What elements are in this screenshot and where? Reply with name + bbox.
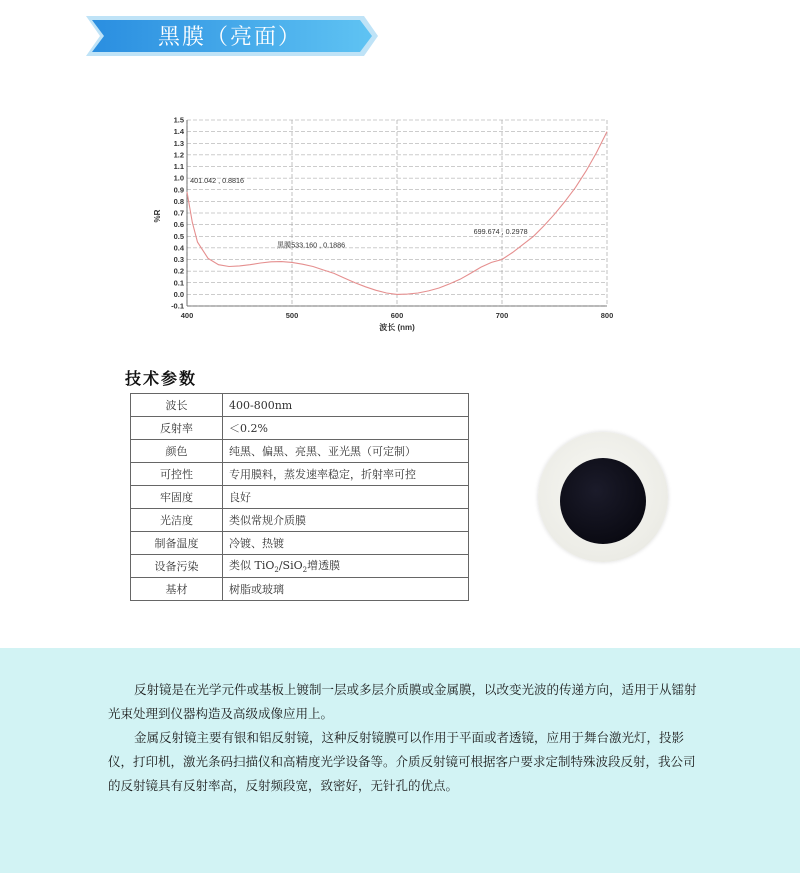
spec-value: ＜0.2% <box>223 417 469 440</box>
spec-key: 牢固度 <box>131 486 223 509</box>
spec-value: 纯黑、偏黑、亮黑、亚光黑（可定制） <box>223 440 469 463</box>
spec-value: 冷镀、热镀 <box>223 532 469 555</box>
table-row <box>131 578 469 601</box>
y-axis-label: %R <box>153 209 162 223</box>
spec-key: 颜色 <box>131 440 223 463</box>
table-row <box>131 555 469 578</box>
table-row <box>131 440 469 463</box>
spec-value-mid: /SiO <box>278 559 303 573</box>
chart-annotations <box>190 176 528 250</box>
x-tick-label: 600 <box>390 311 404 320</box>
spec-key: 制备温度 <box>131 532 223 555</box>
y-tick-label: 0.1 <box>173 278 184 288</box>
y-tick-label: 1.0 <box>173 173 184 183</box>
specs-title: 技术参数 <box>125 369 198 388</box>
spec-value-suffix: 增透膜 <box>307 559 341 573</box>
spec-key: 反射率 <box>131 417 223 440</box>
subscript: 2 <box>302 566 308 575</box>
description-paragraph <box>108 726 700 798</box>
annotation-label: 699.674 , 0.2978 <box>473 226 528 236</box>
y-tick-label: 0.2 <box>173 266 184 276</box>
y-tick-label: 0.7 <box>173 208 184 218</box>
spec-key: 光洁度 <box>131 509 223 532</box>
black-coated-disc <box>560 458 646 544</box>
table-row <box>131 509 469 532</box>
y-tick-label: 0.9 <box>173 185 184 195</box>
x-axis-label: 波长 (nm) <box>379 323 415 332</box>
sample-photo <box>538 432 668 562</box>
x-tick-label: 500 <box>285 311 299 320</box>
y-tick-label: 0.5 <box>173 231 184 241</box>
spec-key: 基材 <box>131 578 223 601</box>
table-row <box>131 394 469 417</box>
y-tick-label: -0.1 <box>171 301 184 311</box>
spec-value <box>223 555 469 578</box>
spec-value-prefix: 类似 TiO <box>229 559 275 573</box>
spec-key: 可控性 <box>131 463 223 486</box>
table-row <box>131 532 469 555</box>
table-row <box>131 463 469 486</box>
spec-key: 波长 <box>131 394 223 417</box>
paragraph-text: 反射镜是在光学元件或基板上镀制一层或多层介质膜或金属膜，以改变光波的传递方向，适用于从镭射光束处理到仪器构造及高级成像应用上。 <box>108 682 697 721</box>
y-tick-label: 0.4 <box>173 243 184 253</box>
annotation-label: 黑膜533.160 , 0.1886 <box>276 240 346 250</box>
paragraph-text: 金属反射镜主要有银和铝反射镜，这种反射镜膜可以作用于平面或者透镜，应用于舞台激光灯，投影仪，打印机，激光条码扫描仪和高精度光学设备等。介质反射镜可根据客户要求定制特殊波段反射，我公司的反射镜具有反射率高，反射频段宽，致密好，无针孔的优点。 <box>108 730 696 793</box>
y-tick-label: 1.2 <box>173 150 184 160</box>
y-tick-label: 0.3 <box>173 255 184 264</box>
page-title: 黑膜（亮面） <box>158 25 303 50</box>
spec-value: 树脂或玻璃 <box>223 578 469 601</box>
y-tick-label: 0.0 <box>173 289 184 299</box>
y-tick-label: 0.8 <box>173 196 184 206</box>
y-tick-label: 1.3 <box>173 138 184 148</box>
spec-value: 类似常规介质膜 <box>223 509 469 532</box>
description-paragraph <box>108 678 700 726</box>
spec-value: 400-800nm <box>223 394 469 417</box>
x-tick-label: 800 <box>600 311 614 320</box>
specs-table <box>130 393 469 601</box>
table-row <box>131 417 469 440</box>
annotation-label: 401.042 , 0.8816 <box>190 175 245 185</box>
y-tick-label: 1.4 <box>173 127 184 137</box>
y-tick-label: 0.6 <box>173 220 184 230</box>
table-row <box>131 486 469 509</box>
spec-key: 设备污染 <box>131 555 223 578</box>
y-tick-label: 1.1 <box>173 162 184 171</box>
y-tick-label: 1.5 <box>173 115 184 125</box>
x-tick-labels <box>181 311 614 320</box>
spec-value: 专用膜料，蒸发速率稳定，折射率可控 <box>223 463 469 486</box>
spec-value: 良好 <box>223 486 469 509</box>
subscript: 2 <box>274 566 279 575</box>
x-tick-label: 400 <box>180 311 194 320</box>
reflectance-chart <box>140 110 620 342</box>
y-tick-labels <box>171 116 185 311</box>
x-tick-label: 700 <box>495 311 509 320</box>
chart-grid <box>187 120 607 306</box>
